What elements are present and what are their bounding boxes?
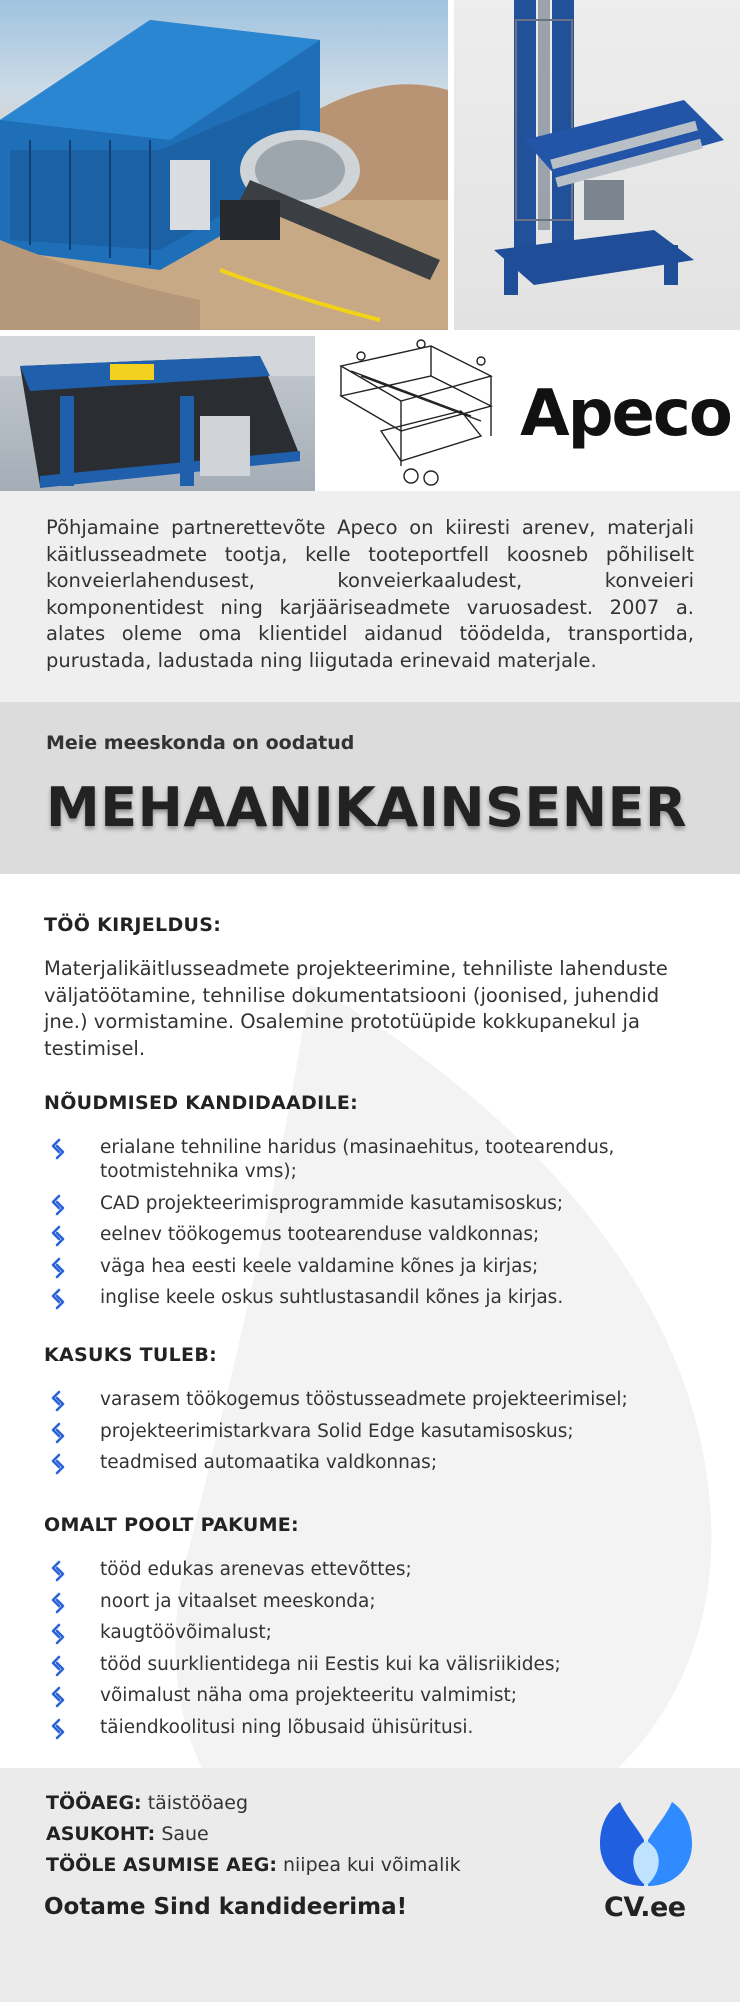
list-item <box>44 1653 704 1677</box>
location-label: ASUKOHT: <box>46 1823 156 1845</box>
company-intro <box>0 491 740 702</box>
location-value: Saue <box>161 1823 209 1845</box>
chevron-bullet-icon <box>48 1257 68 1279</box>
list-item-text: projekteerimistarkvara Solid Edge kasutamisoskus; <box>100 1420 574 1442</box>
list-item <box>44 1420 704 1444</box>
list-item <box>44 1558 704 1582</box>
chevron-bullet-icon <box>48 1138 68 1160</box>
list-item-text: tööd suurklientidega nii Eestis kui ka välisriikides; <box>100 1653 561 1675</box>
worktime-label: TÖÖAEG: <box>46 1792 142 1814</box>
advantages-heading: KASUKS TULEB: <box>44 1344 218 1366</box>
belt-conveyor-photo <box>0 336 315 491</box>
offer-heading: OMALT POOLT PAKUME: <box>44 1514 299 1536</box>
photo-collage <box>0 0 740 491</box>
offer-section <box>44 1514 704 1747</box>
list-item-text: väga hea eesti keele valdamine kõnes ja kirjas; <box>100 1255 539 1277</box>
chevron-bullet-icon <box>48 1592 68 1614</box>
start-value: niipea kui võimalik <box>282 1854 461 1876</box>
list-item <box>44 1684 704 1708</box>
job-facts <box>46 1788 461 1881</box>
description-text: Materjalikäitlusseadmete projekteerimine, tehniliste lahenduste väljatöötamine, tehnilise dokumentatsiooni (joonised, juhendid jne.) vormistamine. Osalemine prototüüpide kokkupanekul ja testimisel. <box>44 957 668 1060</box>
advantages-list <box>44 1388 704 1475</box>
chevron-bullet-icon <box>48 1288 68 1310</box>
list-item-text: erialane tehniline haridus (masinaehitus, tootearendus, tootmistehnika vms); <box>100 1137 615 1182</box>
chevron-bullet-icon <box>48 1422 68 1444</box>
chevron-bullet-icon <box>48 1686 68 1708</box>
start-row <box>46 1850 461 1881</box>
list-item <box>44 1136 704 1184</box>
chevron-bullet-icon <box>48 1623 68 1645</box>
chevron-bullet-icon <box>48 1718 68 1740</box>
list-item <box>44 1255 704 1279</box>
list-item-text: võimalust näha oma projekteeritu valmimist; <box>100 1685 517 1706</box>
list-item <box>44 1223 704 1247</box>
footer <box>0 1768 740 2002</box>
location-row <box>46 1819 461 1850</box>
list-item <box>44 1621 704 1645</box>
description-section <box>44 914 704 1062</box>
list-item-text: täiendkoolitusi ning lõbusaid ühisüritusi. <box>100 1716 474 1738</box>
list-item-text: CAD projekteerimisprogrammide kasutamisoskus; <box>100 1192 564 1214</box>
requirements-heading: NÕUDMISED KANDIDAADILE: <box>44 1092 359 1114</box>
conveyor-drawing <box>321 336 511 491</box>
list-item-text: kaugtöövõimalust; <box>100 1622 272 1643</box>
apeco-logo-text: Apeco <box>520 376 731 451</box>
intro-text: Põhjamaine partnerettevõte Apeco on kiiresti arenev, materjali käitlusseadmete tootja, kelle tooteportfell koosneb põhiliselt konveierlahendusest, konveierkaaludest, konveieri komponentidest ning karjääriseadmete varuosadest. 2007 a. alates oleme oma klientidel aidanud töödelda, transportida, purustada, ladustada ning liigutada erinevaid materjale. <box>46 516 694 672</box>
requirements-section <box>44 1092 704 1318</box>
list-item <box>44 1286 704 1310</box>
roller-lift-photo <box>454 0 740 330</box>
requirements-list <box>44 1136 704 1310</box>
job-details <box>0 874 740 1768</box>
list-item-text: inglise keele oskus suhtlustasandil kõnes ja kirjas. <box>100 1287 564 1308</box>
title-band <box>0 702 740 874</box>
chevron-bullet-icon <box>48 1453 68 1475</box>
list-item <box>44 1590 704 1614</box>
chevron-bullet-icon <box>48 1194 68 1216</box>
worktime-value: täistööaeg <box>147 1792 249 1814</box>
chevron-bullet-icon <box>48 1390 68 1412</box>
job-title: MEHAANIKAINSENER <box>46 776 688 839</box>
list-item <box>44 1716 704 1740</box>
worktime-row <box>46 1788 461 1819</box>
list-item <box>44 1451 704 1475</box>
chevron-bullet-icon <box>48 1225 68 1247</box>
start-label: TÖÖLE ASUMISE AEG: <box>46 1854 277 1876</box>
subtitle: Meie meeskonda on oodatud <box>46 732 355 754</box>
description-heading: TÖÖ KIRJELDUS: <box>44 914 222 936</box>
advantages-section <box>44 1344 704 1483</box>
list-item-text: eelnev töökogemus tootearenduse valdkonnas; <box>100 1224 540 1245</box>
list-item-text: varasem töökogemus tööstusseadmete projekteerimisel; <box>100 1389 628 1410</box>
list-item <box>44 1388 704 1412</box>
chevron-bullet-icon <box>48 1560 68 1582</box>
apeco-logo <box>511 336 740 491</box>
list-item-text: teadmised automaatika valdkonnas; <box>100 1452 438 1473</box>
crusher-plant-photo <box>0 0 448 330</box>
cv-ee-logo-text[interactable]: CV.ee <box>604 1892 686 1923</box>
chevron-bullet-icon <box>48 1655 68 1677</box>
apply-call-to-action: Ootame Sind kandideerima! <box>44 1894 408 1920</box>
list-item <box>44 1192 704 1216</box>
offer-list <box>44 1558 704 1740</box>
list-item-text: noort ja vitaalset meeskonda; <box>100 1590 376 1612</box>
list-item-text: tööd edukas arenevas ettevõttes; <box>100 1559 412 1580</box>
